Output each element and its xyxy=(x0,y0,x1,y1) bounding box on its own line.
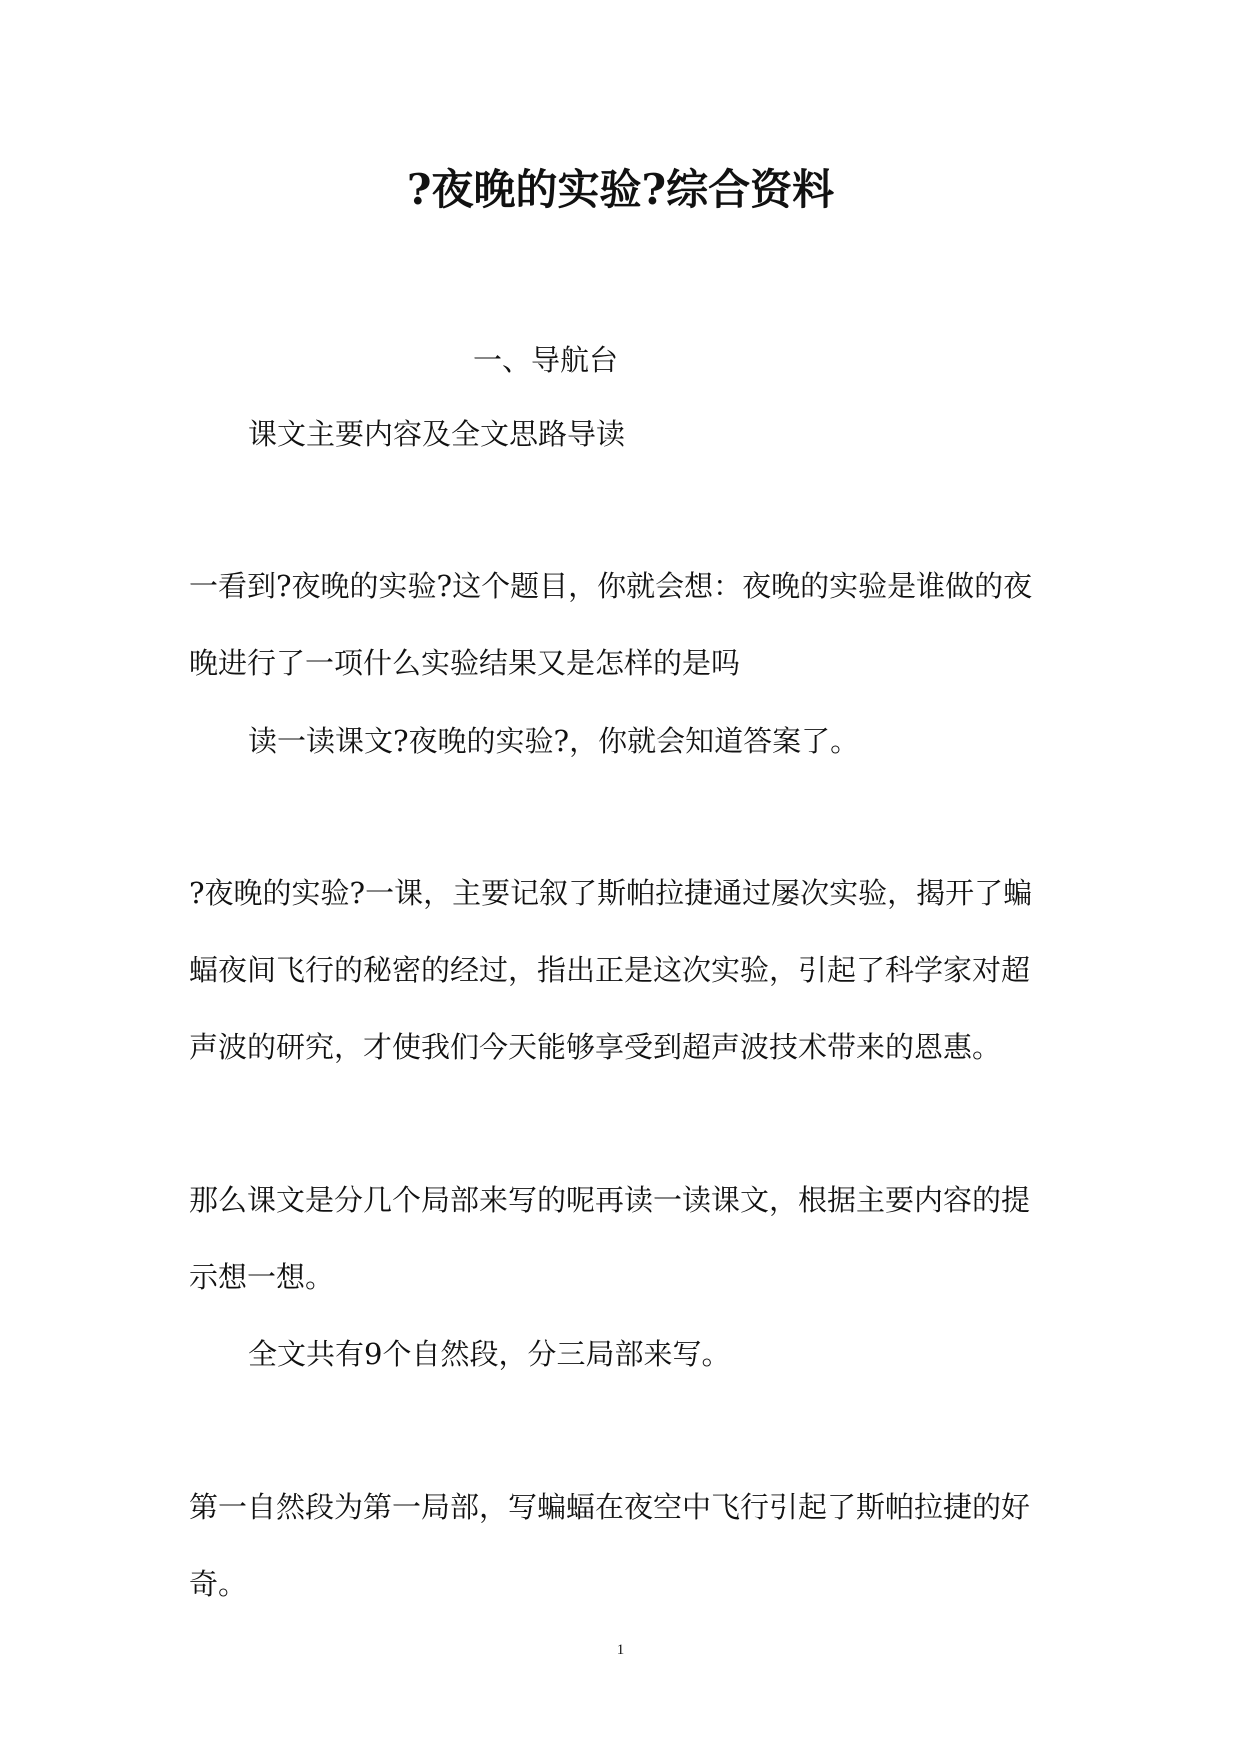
paragraph-line: 示想一想。 xyxy=(189,1260,335,1294)
paragraph-line: 晚进行了一项什么实验结果又是怎样的是吗 xyxy=(189,646,741,680)
paragraph-line: ?夜晚的实验?一课，主要记叙了斯帕拉捷通过屡次实验，揭开了蝙 xyxy=(189,876,1033,910)
section-heading: 一、导航台 xyxy=(473,343,619,377)
paragraph-line: 第一自然段为第一局部，写蝙蝠在夜空中飞行引起了斯帕拉捷的好 xyxy=(189,1490,1031,1524)
paragraph-line: 那么课文是分几个局部来写的呢再读一读课文，根据主要内容的提 xyxy=(189,1183,1031,1217)
paragraph-line: 全文共有9个自然段，分三局部来写。 xyxy=(248,1337,731,1371)
page-number: 1 xyxy=(616,1642,625,1658)
paragraph-line: 一看到?夜晚的实验?这个题目，你就会想：夜晚的实验是谁做的夜 xyxy=(189,569,1033,603)
document-title: ?夜晚的实验?综合资料 xyxy=(406,165,835,214)
subheading: 课文主要内容及全文思路导读 xyxy=(248,417,626,451)
paragraph-line: 奇。 xyxy=(189,1567,248,1601)
paragraph-line: 读一读课文?夜晚的实验?，你就会知道答案了。 xyxy=(248,724,860,758)
paragraph-line: 声波的研究，才使我们今天能够享受到超声波技术带来的恩惠。 xyxy=(189,1030,1002,1064)
paragraph-line: 蝠夜间飞行的秘密的经过，指出正是这次实验，引起了科学家对超 xyxy=(189,953,1031,987)
